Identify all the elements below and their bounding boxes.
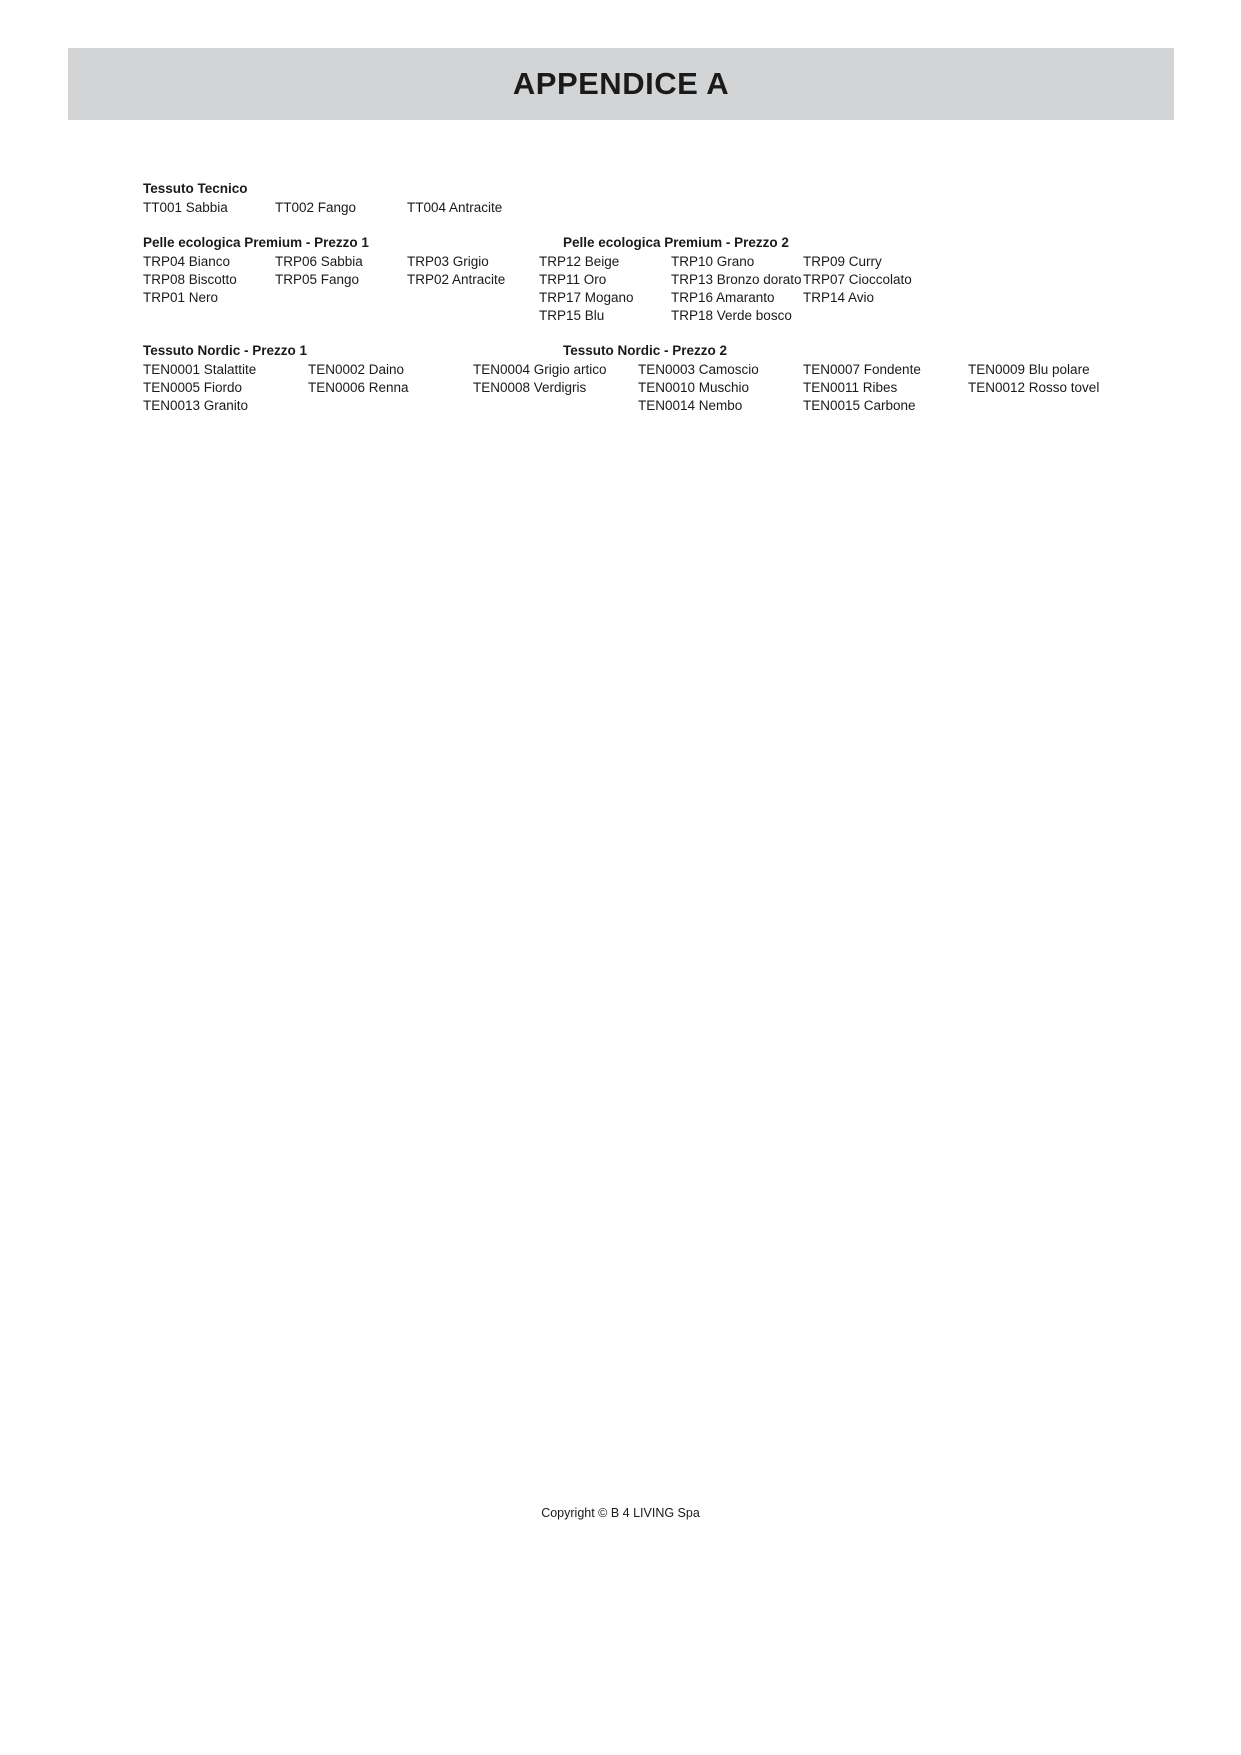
color-code-cell: TRP08 Biscotto: [143, 272, 237, 287]
table-row: [143, 199, 1143, 217]
color-code-cell: TRP01 Nero: [143, 290, 219, 305]
appendix-content: [143, 180, 1143, 432]
color-code-cell: TRP15 Blu: [539, 308, 605, 323]
color-code-cell: TEN0006 Renna: [308, 380, 409, 395]
group-rows: [143, 361, 1143, 415]
color-code-cell: [143, 307, 275, 325]
color-code-cell: TT001 Sabbia: [143, 200, 228, 215]
color-code-cell: [539, 199, 671, 217]
color-code-cell: TRP07 Cioccolato: [803, 272, 912, 287]
table-row: [143, 289, 1143, 307]
color-code-cell: TEN0014 Nembo: [638, 398, 743, 413]
color-code-cell: [803, 307, 935, 325]
color-code-cell: TRP09 Curry: [803, 254, 882, 269]
title-banner: [68, 48, 1174, 120]
color-code-cell: TRP10 Grano: [671, 254, 755, 269]
color-code-cell: TRP03 Grigio: [407, 254, 489, 269]
table-row: [143, 361, 1143, 379]
color-code-cell: TRP12 Beige: [539, 254, 620, 269]
color-code-cell: TT004 Antracite: [407, 200, 503, 215]
color-code-cell: TEN0004 Grigio artico: [473, 362, 607, 377]
color-code-cell: TEN0002 Daino: [308, 362, 405, 377]
group-headings: [143, 180, 1143, 197]
group-rows: [143, 253, 1143, 325]
group-heading-right: Tessuto Nordic - Prezzo 2: [563, 343, 728, 358]
color-code-cell: TEN0003 Camoscio: [638, 362, 759, 377]
color-code-cell: TEN0011 Ribes: [803, 380, 898, 395]
table-row: [143, 271, 1143, 289]
group-headings: [143, 234, 1143, 251]
group-rows: [143, 199, 1143, 217]
color-code-cell: [275, 289, 407, 307]
color-code-cell: TRP17 Mogano: [539, 290, 634, 305]
table-row: [143, 307, 1143, 325]
color-code-cell: TRP16 Amaranto: [671, 290, 775, 305]
color-code-cell: TRP06 Sabbia: [275, 254, 363, 269]
color-code-cell: TRP04 Bianco: [143, 254, 231, 269]
color-code-cell: TRP13 Bronzo dorato: [671, 272, 802, 287]
color-code-cell: [968, 397, 1133, 415]
color-code-cell: TEN0013 Granito: [143, 398, 249, 413]
color-code-cell: [407, 307, 539, 325]
page-footer: Copyright © B 4 LIVING Spa: [541, 1506, 700, 1520]
color-code-cell: [803, 199, 935, 217]
color-code-cell: TEN0007 Fondente: [803, 362, 921, 377]
material-group: [143, 234, 1143, 325]
group-headings: [143, 342, 1143, 359]
color-code-cell: TEN0005 Fiordo: [143, 380, 243, 395]
table-row: [143, 379, 1143, 397]
color-code-cell: TRP14 Avio: [803, 290, 875, 305]
color-code-cell: [473, 397, 638, 415]
table-row: [143, 253, 1143, 271]
color-code-cell: TRP18 Verde bosco: [671, 308, 792, 323]
color-code-cell: TRP02 Antracite: [407, 272, 506, 287]
color-code-cell: TEN0008 Verdigris: [473, 380, 587, 395]
color-code-cell: TEN0015 Carbone: [803, 398, 916, 413]
color-code-cell: [308, 397, 473, 415]
color-code-cell: TEN0009 Blu polare: [968, 362, 1090, 377]
group-heading-left: Pelle ecologica Premium - Prezzo 1: [143, 235, 369, 250]
group-heading-right: [563, 180, 1143, 197]
color-code-cell: [671, 199, 803, 217]
material-group: [143, 342, 1143, 415]
group-heading-left: Tessuto Nordic - Prezzo 1: [143, 343, 308, 358]
material-group: [143, 180, 1143, 217]
page-title: APPENDICE A: [512, 66, 730, 101]
color-code-cell: [407, 289, 539, 307]
color-code-cell: TEN0001 Stalattite: [143, 362, 257, 377]
color-code-cell: TEN0012 Rosso tovel: [968, 380, 1100, 395]
color-code-cell: TRP05 Fango: [275, 272, 360, 287]
color-code-cell: TRP11 Oro: [539, 272, 607, 287]
group-heading-left: Tessuto Tecnico: [143, 181, 248, 196]
color-code-cell: TEN0010 Muschio: [638, 380, 750, 395]
color-code-cell: TT002 Fango: [275, 200, 357, 215]
group-heading-right: Pelle ecologica Premium - Prezzo 2: [563, 235, 789, 250]
table-row: [143, 397, 1143, 415]
color-code-cell: [275, 307, 407, 325]
